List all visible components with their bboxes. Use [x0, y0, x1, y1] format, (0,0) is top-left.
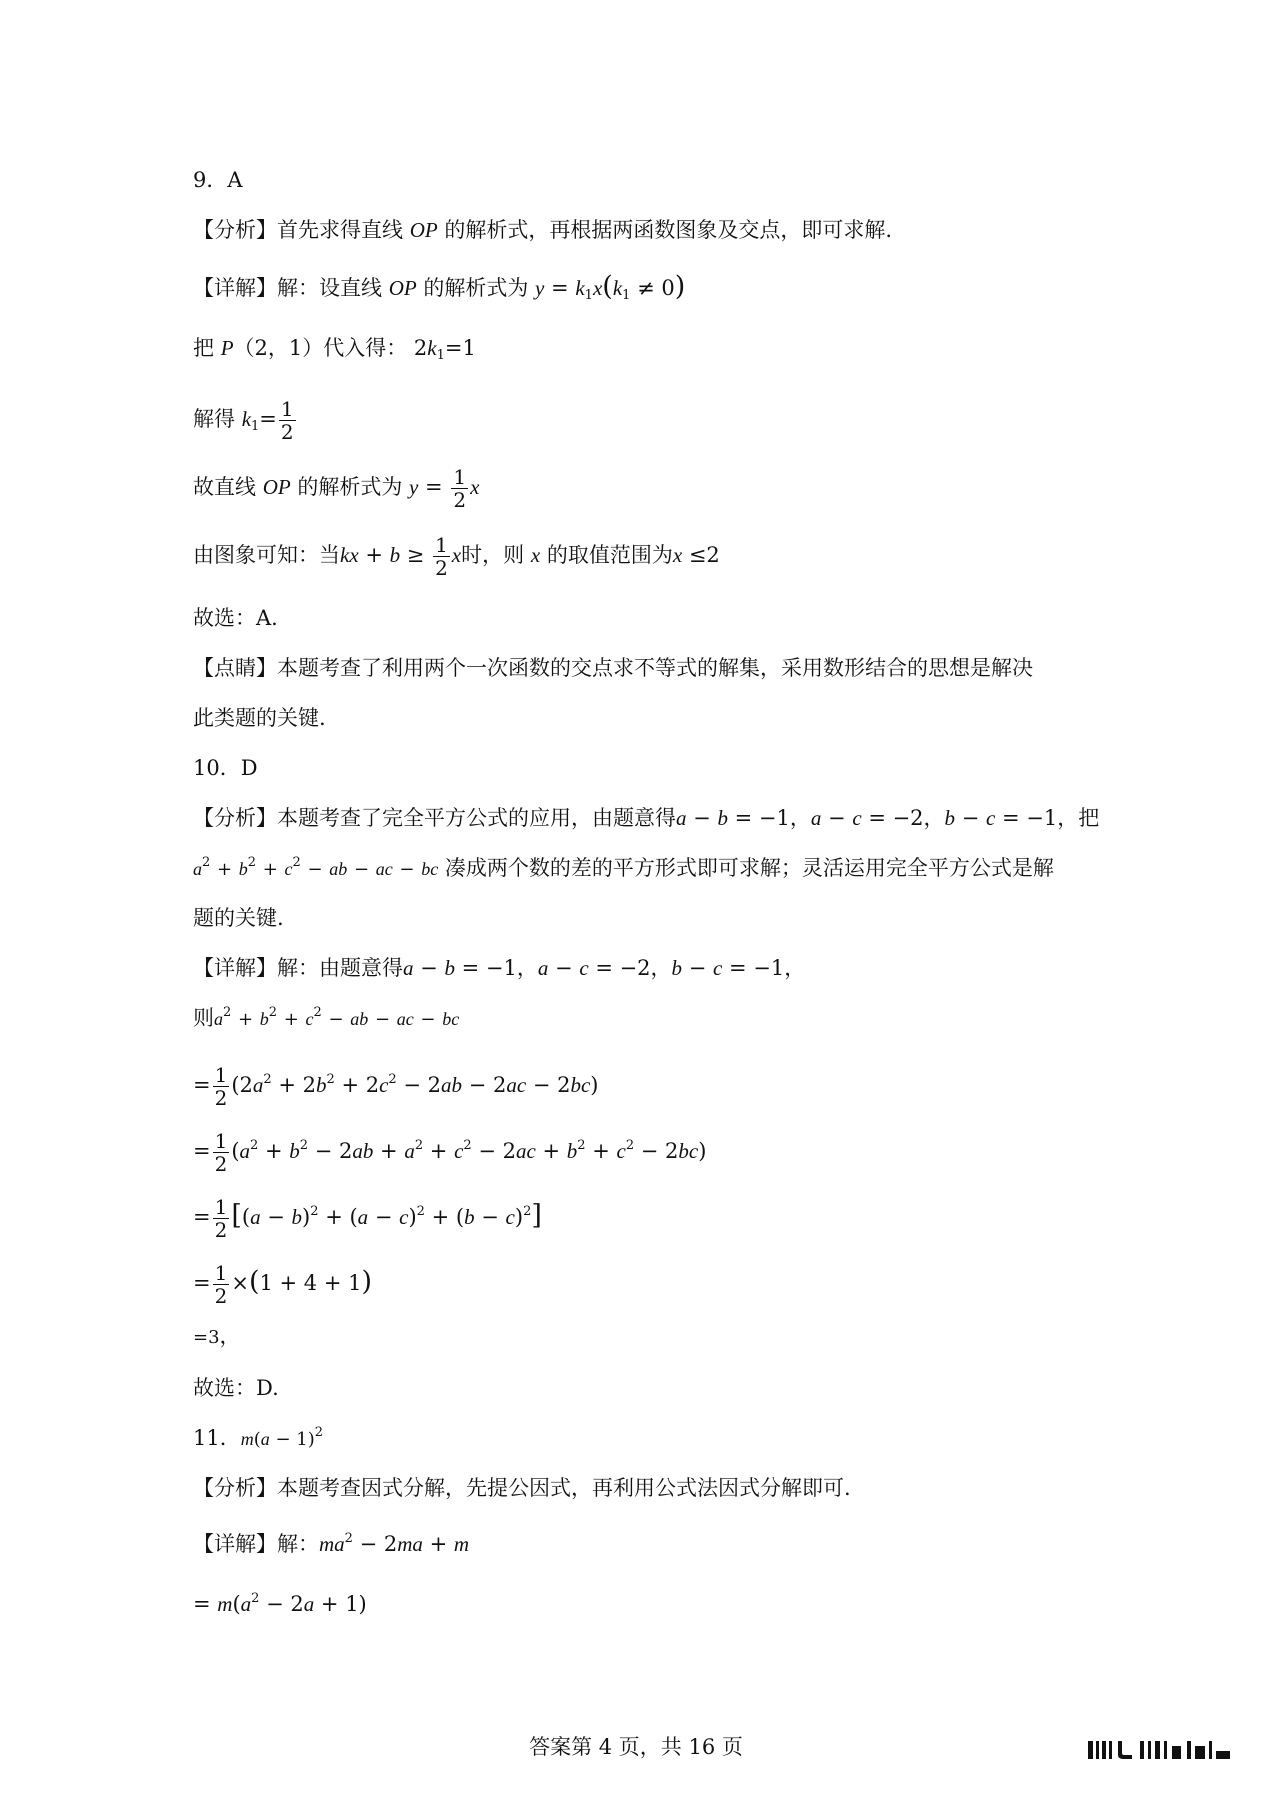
q10-analysis-line2: $a^2 + b^2 + c^2$ − ab − ac − bc 凑成两个数的差的平方形式即可求解；灵活运用完全平方公式是解 — [193, 855, 1054, 880]
q11-detail: 【详解】解：$ma^2 - 2ma + m$ — [193, 1531, 470, 1556]
q9-heading: 9．A — [193, 168, 243, 192]
q10-heading: 10．D — [193, 756, 258, 780]
q10-analysis-line1: 【分析】本题考查了完全平方公式的应用，由题意得a − b = −1，a − c = −2，b − c = −1，把 — [193, 806, 1100, 830]
q11-step1: = $m(a^2 - 2a + 1)$ — [193, 1591, 367, 1616]
q9-comment-line2: 此类题的关键. — [193, 706, 326, 730]
q10-choose: 故选：D. — [193, 1376, 279, 1400]
watermark-barcode-icon — [1088, 1737, 1248, 1761]
q9-choose: 故选：A. — [193, 606, 278, 630]
page-footer: 答案第 4 页，共 16 页 — [529, 1735, 743, 1759]
q10-detail: 【详解】解：由题意得a − b = −1，a − c = −2，b − c = −1， — [193, 956, 806, 980]
q10-step4: = $\frac{1}{2}$ ×(1 + 4 + 1) — [193, 1261, 373, 1308]
q9-comment-line1: 【点睛】本题考查了利用两个一次函数的交点求不等式的解集，采用数形结合的思想是解决 — [193, 656, 1033, 680]
q11-analysis: 【分析】本题考查因式分解，先提公因式，再利用公式法因式分解即可. — [193, 1476, 851, 1500]
q9-detail: 【详解】解：设直线 OP 的解析式为 $y = k_1x(k_1 \ne 0)$ — [193, 271, 686, 303]
q11-heading: 11．$m(a - 1)^2$ — [193, 1425, 324, 1450]
q9-substitute: 把 P（2，1）代入得： $2k_1=1$ — [193, 336, 476, 363]
q10-step2: = $\frac{1}{2}$ $(a^2 + b^2 - 2ab + a^2 + c^2 - 2ac + b^2 + c^2 - 2bc)$ — [193, 1129, 707, 1176]
q10-then-expression: 则$a^2 + b^2 + c^2$ − ab − ac − bc — [193, 1005, 460, 1030]
q10-result: =3， — [193, 1324, 241, 1348]
q9-analysis: 【分析】首先求得直线 OP 的解析式，再根据两函数图象及交点，即可求解. — [193, 218, 893, 242]
q9-graph-range: 由图象可知：当kx + b ≥ $\frac{1}{2}$ x时，则 x 的取值范围为x ≤2 — [193, 533, 720, 580]
q10-analysis-line3: 题的关键. — [193, 906, 284, 930]
q10-step1: = $\frac{1}{2}$ $(2a^2 + 2b^2 + 2c^2 - 2ab - 2ac - 2bc)$ — [193, 1063, 599, 1110]
q10-step3: = $\frac{1}{2}$ $[(a - b)^2 + (a - c)^2 + (b - c)^2]$ — [193, 1195, 542, 1242]
q9-solve-k1: 解得 $k_1=$ $\frac{1}{2}$ — [193, 397, 294, 444]
q9-line-op: 故直线 OP 的解析式为 y = $\frac{1}{2}$ x — [193, 465, 480, 512]
